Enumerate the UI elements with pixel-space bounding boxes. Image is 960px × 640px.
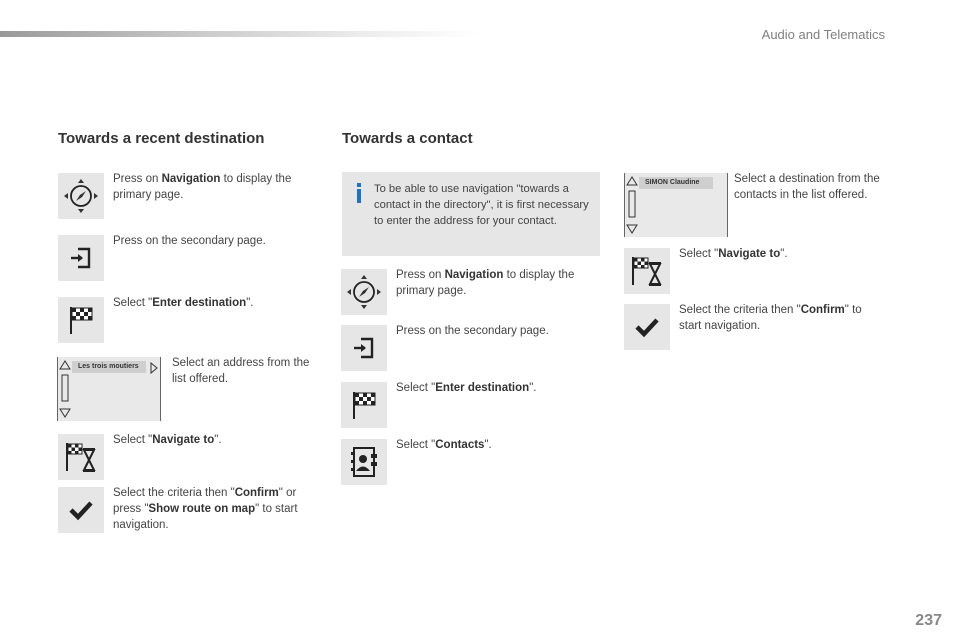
step-text: Select "Contacts".: [396, 439, 492, 451]
checkered-flag-icon: [341, 382, 387, 428]
secondary-page-icon: [341, 325, 387, 371]
screen-list-item: Les trois moutiers: [72, 361, 146, 373]
step-text: Select "Enter destination".: [396, 382, 537, 394]
scrollbar-icon: [626, 175, 638, 235]
navigation-compass-icon: [341, 269, 387, 315]
step-text: Press on Navigation to display the primary page.: [396, 269, 575, 297]
address-list-screen: [57, 357, 161, 421]
step-text: Select the criteria then "Confirm" to start navigation.: [679, 304, 862, 332]
contact-list-screen: [624, 173, 728, 237]
step-text: Select "Enter destination".: [113, 297, 254, 309]
step-text: Select a destination from the contacts in the list offered.: [734, 173, 880, 201]
page-number: 237: [915, 612, 942, 629]
checkmark-icon: [58, 487, 104, 533]
scrollbar-icon: [59, 359, 71, 419]
heading-recent-destination: Towards a recent destination: [58, 130, 265, 147]
flag-hourglass-icon: [58, 434, 104, 480]
section-header: Audio and Telematics: [761, 27, 885, 42]
checkered-flag-icon: [58, 297, 104, 343]
step-text: Select "Navigate to".: [113, 434, 222, 446]
info-text: To be able to use navigation "towards a contact in the directory", it is first necessary to enter the address for your contact.: [374, 183, 589, 227]
step-text: Select an address from the list offered.: [172, 357, 310, 385]
header-gradient-bar: [0, 31, 480, 37]
contacts-icon: [341, 439, 387, 485]
secondary-page-icon: [58, 235, 104, 281]
heading-towards-contact: Towards a contact: [342, 130, 473, 147]
info-icon: [352, 182, 366, 204]
arrow-right-icon: [149, 361, 159, 375]
checkmark-icon: [624, 304, 670, 350]
step-text: Select the criteria then "Confirm" or press "Show route on map" to start navigation.: [113, 487, 298, 531]
step-text: Press on the secondary page.: [396, 325, 549, 337]
info-box: [342, 172, 600, 256]
screen-list-item: SIMON Claudine: [639, 177, 713, 189]
step-text: Press on Navigation to display the primary page.: [113, 173, 292, 201]
navigation-compass-icon: [58, 173, 104, 219]
step-text: Select "Navigate to".: [679, 248, 788, 260]
flag-hourglass-icon: [624, 248, 670, 294]
step-text: Press on the secondary page.: [113, 235, 266, 247]
